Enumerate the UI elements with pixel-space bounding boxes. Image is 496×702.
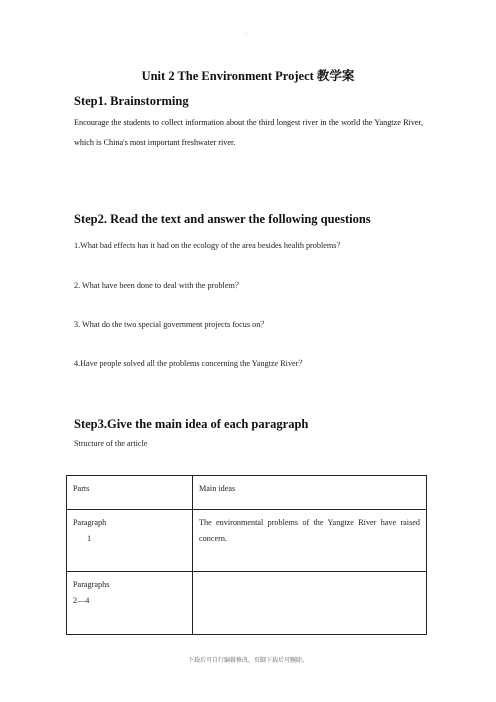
- table-header-main-ideas: Main ideas: [193, 476, 427, 510]
- step1-heading: Step1. Brainstorming: [74, 94, 189, 108]
- question-3: 3. What do the two special government projects focus on？: [74, 320, 269, 329]
- table-header-row: [67, 476, 427, 510]
- structure-table: [66, 475, 427, 635]
- table-cell-part: [67, 510, 193, 572]
- part-number: 1: [87, 534, 92, 543]
- document-title: Unit 2 The Environment Project 教学案: [141, 69, 355, 83]
- part-number: 2—4: [73, 596, 90, 605]
- table-cell-idea: The environmental problems of the Yangtze River have raised concern.: [193, 510, 427, 572]
- table-header-parts: Parts: [67, 476, 193, 510]
- question-1: 1.What bad effects has it had on the ecology of the area besides health problems？: [74, 241, 345, 250]
- table-cell-idea: [193, 572, 427, 635]
- step2-heading: Step2. Read the text and answer the following questions: [74, 212, 371, 226]
- table-cell-part: [67, 572, 193, 635]
- step3-heading: Step3.Give the main idea of each paragraph: [74, 417, 309, 431]
- footer-note: 下载后可自行编辑修改，页脚下载后可删除。: [187, 657, 308, 664]
- table-row: [67, 572, 427, 635]
- part-label: Paragraph: [73, 518, 107, 527]
- step1-text: Encourage the students to collect information about the third longest river in the world the Yangtze River, which is China's most important freshwater river.: [74, 118, 423, 147]
- header-mark: .: [246, 30, 248, 36]
- part-label: Paragraphs: [73, 580, 110, 589]
- step3-subheading: Structure of the article: [74, 439, 148, 448]
- table-row: [67, 510, 427, 572]
- question-4: 4.Have people solved all the problems concerning the Yangtze River？: [74, 359, 307, 368]
- question-2: 2. What have been done to deal with the problem？: [74, 281, 244, 290]
